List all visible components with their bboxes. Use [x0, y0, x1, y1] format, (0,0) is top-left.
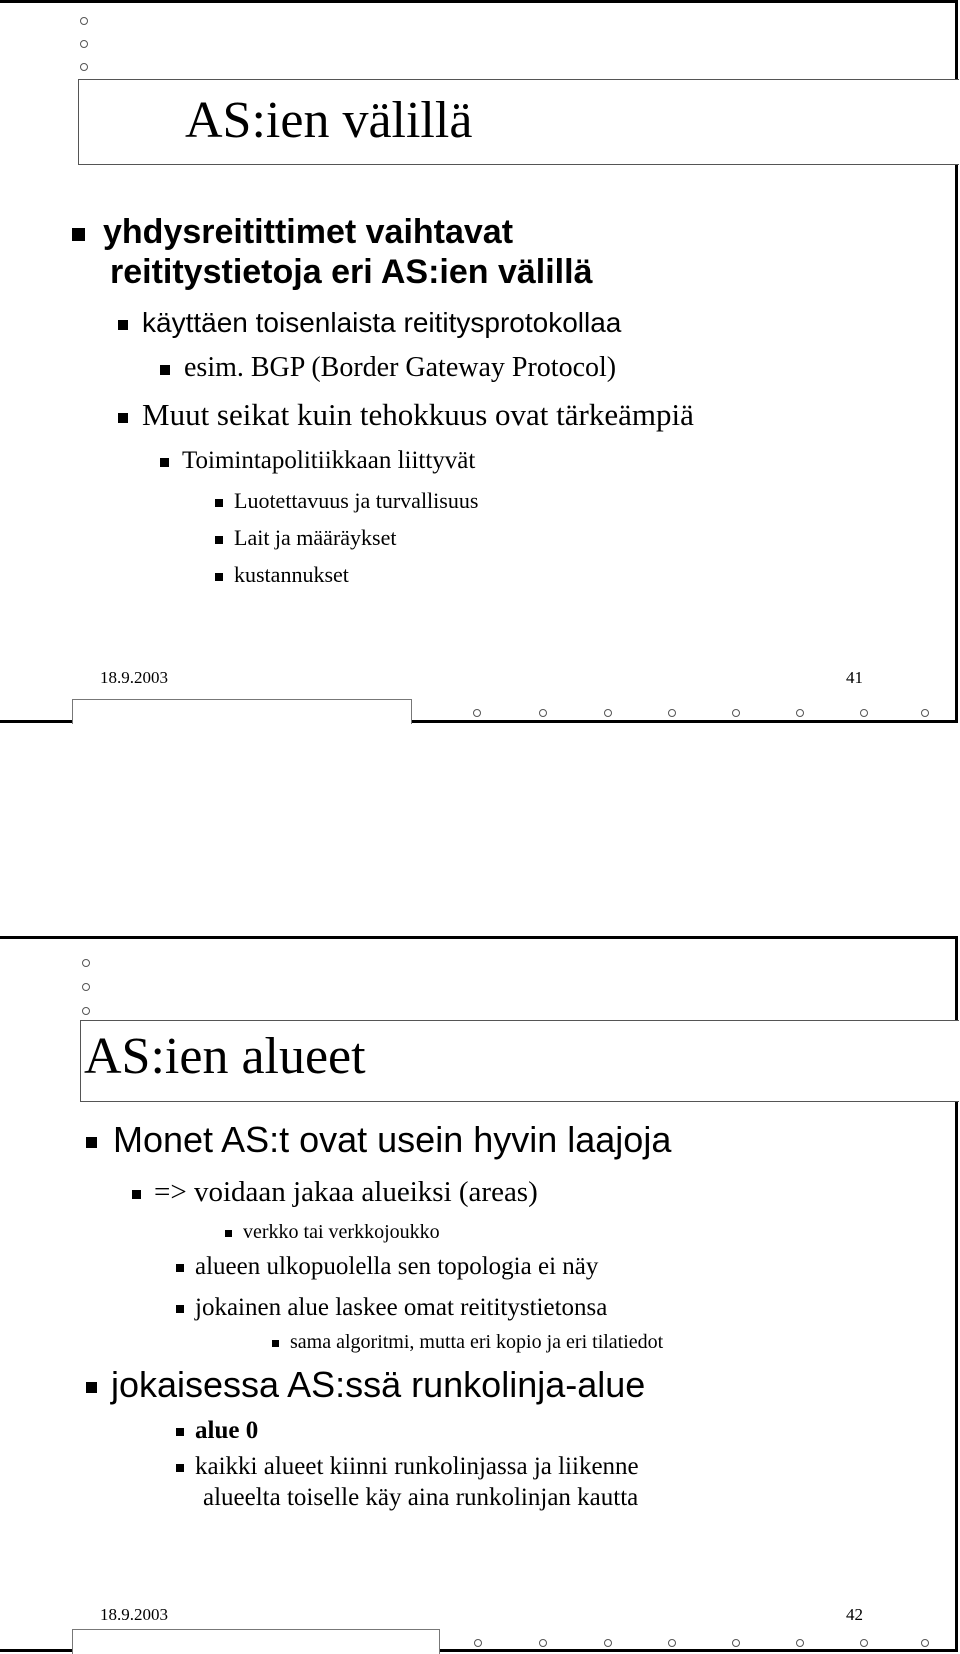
bullet-item: kaikki alueet kiinni runkolinjassa ja liikenne: [176, 1453, 639, 1481]
decor-circle-icon: [796, 1639, 804, 1647]
square-bullet-icon: [176, 1428, 184, 1436]
bullet-item-continued: reititystietoja eri AS:ien välillä: [110, 253, 593, 291]
bullet-item: sama algoritmi, mutta eri kopio ja eri tilatiedot: [272, 1331, 663, 1354]
bullet-item: verkko tai verkkojoukko: [225, 1221, 440, 1244]
bullet-item-continued: alueelta toiselle käy aina runkolinjan kautta: [203, 1484, 639, 1511]
decor-circle-icon: [921, 709, 929, 717]
bullet-item: Toimintapolitiikkaan liittyvät: [160, 447, 475, 475]
bullet-item: yhdysreitittimet vaihtavat: [72, 213, 513, 252]
decor-circle-icon: [80, 40, 88, 48]
decor-circle-icon: [921, 1639, 929, 1647]
decor-circle-icon: [860, 709, 868, 717]
slide-42: [0, 936, 958, 1652]
bullet-item: alue 0: [176, 1417, 258, 1445]
square-bullet-icon: [72, 228, 85, 241]
square-bullet-icon: [225, 1230, 232, 1237]
bullet-item: Luotettavuus ja turvallisuus: [215, 488, 478, 514]
slide-number: 42: [846, 1605, 863, 1624]
square-bullet-icon: [176, 1305, 184, 1313]
decor-circle-icon: [82, 1007, 90, 1015]
decor-circle-icon: [82, 983, 90, 991]
square-bullet-icon: [272, 1340, 279, 1347]
square-bullet-icon: [160, 365, 170, 375]
bullet-item: käyttäen toisenlaista reititysprotokollaa: [118, 307, 621, 339]
decor-circle-icon: [82, 959, 90, 967]
square-bullet-icon: [215, 573, 223, 581]
decor-circle-icon: [604, 1639, 612, 1647]
slide-title: AS:ien alueet: [84, 1028, 366, 1085]
decor-circle-icon: [539, 709, 547, 717]
decor-circle-icon: [732, 1639, 740, 1647]
square-bullet-icon: [118, 413, 128, 423]
decor-circle-icon: [473, 709, 481, 717]
bullet-item: Lait ja määräykset: [215, 525, 396, 551]
square-bullet-icon: [86, 1137, 97, 1148]
slide-number: 41: [846, 668, 863, 687]
decor-circle-icon: [604, 709, 612, 717]
bullet-item: esim. BGP (Border Gateway Protocol): [160, 352, 616, 384]
square-bullet-icon: [176, 1464, 184, 1472]
square-bullet-icon: [86, 1382, 97, 1393]
slide-title: AS:ien välillä: [185, 92, 473, 149]
square-bullet-icon: [132, 1190, 141, 1199]
slide-41: [0, 0, 958, 723]
square-bullet-icon: [215, 536, 223, 544]
footer-box: [72, 699, 412, 724]
footer-box: [72, 1629, 440, 1654]
decor-circle-icon: [732, 709, 740, 717]
decor-circle-icon: [668, 709, 676, 717]
decor-circle-icon: [796, 709, 804, 717]
square-bullet-icon: [160, 458, 169, 467]
bullet-item: Monet AS:t ovat usein hyvin laajoja: [86, 1119, 671, 1161]
decor-circle-icon: [80, 17, 88, 25]
decor-circle-icon: [860, 1639, 868, 1647]
bullet-item: jokaisessa AS:ssä runkolinja-alue: [86, 1364, 645, 1406]
square-bullet-icon: [215, 499, 223, 507]
bullet-item: => voidaan jakaa alueiksi (areas): [132, 1176, 538, 1209]
bullet-item: kustannukset: [215, 562, 349, 588]
decor-circle-icon: [539, 1639, 547, 1647]
decor-circle-icon: [668, 1639, 676, 1647]
slide-date: 18.9.2003: [100, 668, 168, 687]
square-bullet-icon: [118, 320, 128, 330]
square-bullet-icon: [176, 1264, 184, 1272]
bullet-item: Muut seikat kuin tehokkuus ovat tärkeämpiä: [118, 397, 694, 433]
bullet-item: alueen ulkopuolella sen topologia ei näy: [176, 1253, 598, 1281]
decor-circle-icon: [80, 63, 88, 71]
bullet-item: jokainen alue laskee omat reititystietonsa: [176, 1294, 607, 1322]
slide-date: 18.9.2003: [100, 1605, 168, 1624]
decor-circle-icon: [474, 1639, 482, 1647]
